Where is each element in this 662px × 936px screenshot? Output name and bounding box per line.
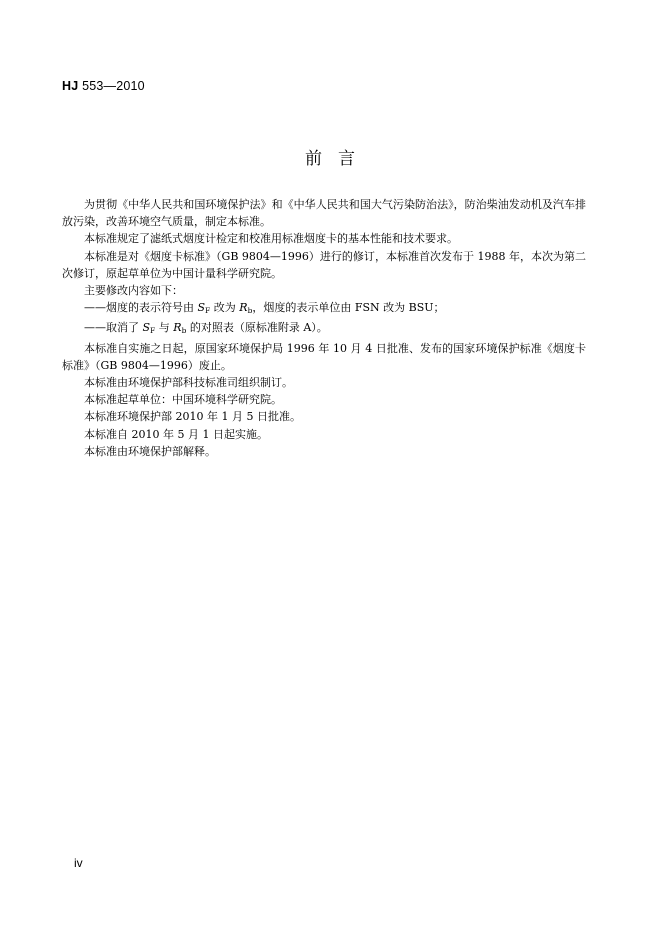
foreword-body bbox=[62, 196, 586, 460]
paragraph-repeal: 本标准自实施之日起，原国家环境保护局 1996 年 10 月 4 日批准、发布的国家环境保护标准《烟度卡标准》（GB 9804—1996）废止。 bbox=[62, 341, 586, 372]
standard-code-header bbox=[62, 79, 145, 93]
paragraph-drafting-unit: 本标准起草单位：中国环境科学研究院。 bbox=[84, 393, 282, 407]
symbol-r: R bbox=[173, 321, 182, 335]
paragraph-approval-date: 本标准环境保护部 2010 年 1 月 5 日批准。 bbox=[84, 410, 301, 424]
paragraph-changes-intro: 主要修改内容如下： bbox=[84, 284, 183, 298]
page-number: iv bbox=[74, 856, 83, 870]
page-title: 前言 bbox=[305, 149, 371, 169]
symbol-s: S bbox=[142, 321, 151, 335]
symbol-s: S bbox=[197, 301, 206, 315]
change-1-text-a: ——烟度的表示符号由 bbox=[84, 301, 198, 315]
symbol-r: R bbox=[239, 301, 248, 315]
subscript-b: b bbox=[181, 326, 187, 336]
change-2-text-a: ——取消了 bbox=[84, 321, 143, 335]
change-1-text-c: ，烟度的表示单位由 FSN 改为 BSU； bbox=[252, 301, 445, 315]
paragraph-effective-date: 本标准自 2010 年 5 月 1 日起实施。 bbox=[84, 427, 268, 441]
subscript-f: F bbox=[150, 326, 156, 336]
paragraph-scope: 本标准规定了滤纸式烟度计检定和校准用标准烟度卡的基本性能和技术要求。 bbox=[84, 232, 458, 246]
change-2-text-c: 的对照表（原标准附录 A）。 bbox=[186, 321, 328, 335]
standard-code-prefix: HJ bbox=[62, 79, 79, 93]
change-1-text-b: 改为 bbox=[210, 301, 240, 315]
standard-code-number: 553—2010 bbox=[78, 79, 145, 93]
paragraph-purpose: 为贯彻《中华人民共和国环境保护法》和《中华人民共和国大气污染防治法》，防治柴油发动机及汽车排放污染，改善环境空气质量，制定本标准。 bbox=[62, 198, 586, 229]
paragraph-revision-history: 本标准是对《烟度卡标准》（GB 9804—1996）进行的修订，本标准首次发布于 1988 年，本次为第二次修订，原起草单位为中国计量科学研究院。 bbox=[62, 249, 586, 280]
paragraph-change-1 bbox=[62, 299, 586, 319]
change-2-text-b: 与 bbox=[155, 321, 174, 335]
subscript-b: b bbox=[247, 306, 253, 316]
paragraph-organizer: 本标准由环境保护部科技标准司组织制订。 bbox=[84, 376, 293, 390]
subscript-f: F bbox=[205, 306, 211, 316]
paragraph-interpretation: 本标准由环境保护部解释。 bbox=[84, 444, 216, 458]
paragraph-change-2 bbox=[62, 319, 586, 339]
